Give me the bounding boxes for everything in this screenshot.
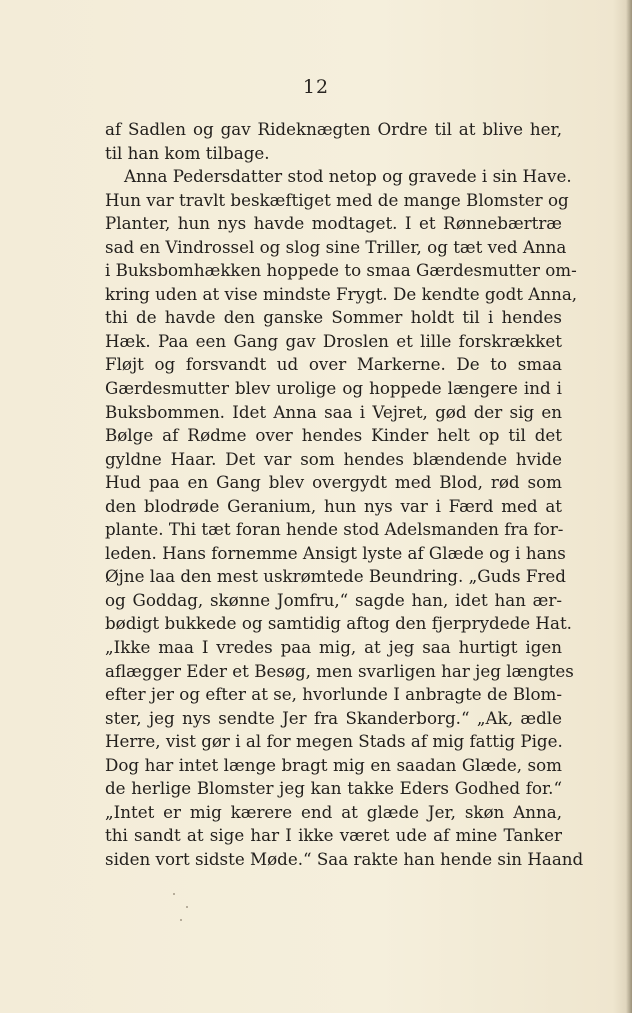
print-speck <box>173 893 175 895</box>
text-line: gyldne Haar. Det var som hendes blændende hvide <box>105 448 562 469</box>
text-line: leden. Hans fornemme Ansigt lyste af Glæde og i hans <box>105 542 566 563</box>
text-line: af Sadlen og gav Rideknægten Ordre til at blive her, <box>105 119 562 139</box>
body-text <box>105 118 584 872</box>
text-line: Anna Pedersdatter stod netop og gravede i sin Have. <box>124 166 572 187</box>
text-line: ster, jeg nys sendte Jer fra Skanderborg.“ „Ak, ædle <box>105 707 562 728</box>
text-line: efter jer og efter at se, hvorlunde I anbragte de Blom- <box>105 684 562 705</box>
text-line: i Buksbomhækken hoppede to smaa Gærdesmutter om- <box>105 260 577 281</box>
page-edge-shadow <box>626 0 632 1013</box>
print-speck <box>180 919 182 921</box>
text-line: de herlige Blomster jeg kan takke Eders Godhed for.“ <box>105 778 562 799</box>
text-line: Dog har intet længe bragt mig en saadan Glæde, som <box>105 754 562 775</box>
text-line: Herre, vist gør i al for megen Stads af mig fattig Pige. <box>105 731 563 752</box>
text-line: kring uden at vise mindste Frygt. De kendte godt Anna, <box>105 283 578 304</box>
text-line: Planter, hun nys havde modtaget. I et Rønnebærtræ <box>105 213 562 234</box>
text-line: bødigt bukkede og samtidig aftog den fjerprydede Hat. <box>105 613 572 634</box>
text-line: til han kom tilbage. <box>105 142 270 163</box>
text-line: siden vort sidste Møde.“ Saa rakte han hende sin Haand <box>105 848 584 869</box>
text-line: plante. Thi tæt foran hende stod Adelsmanden fra for- <box>105 519 564 540</box>
page-number: 12 <box>302 76 330 98</box>
text-line: Hud paa en Gang blev overgydt med Blod, rød som <box>105 472 562 493</box>
text-line: thi de havde den ganske Sommer holdt til i hendes <box>105 307 562 328</box>
text-line: Gærdesmutter blev urolige og hoppede længere ind i <box>105 378 562 399</box>
text-line: „Intet er mig kærere end at glæde Jer, skøn Anna, <box>105 801 562 822</box>
text-line: Øjne laa den mest uskrømtede Beundring. „Guds Fred <box>105 566 566 587</box>
text-line: Bølge af Rødme over hendes Kinder helt op til det <box>105 425 562 446</box>
text-line: aflægger Eder et Besøg, men svarligen har jeg længtes <box>105 660 574 681</box>
text-line: thi sandt at sige har I ikke været ude af mine Tanker <box>105 825 562 846</box>
text-line: Fløjt og forsvandt ud over Markerne. De to smaa <box>105 354 562 375</box>
text-line: den blodrøde Geranium, hun nys var i Færd med at <box>105 495 562 516</box>
text-line: Buksbommen. Idet Anna saa i Vejret, gød der sig en <box>105 401 562 422</box>
print-speck <box>186 906 188 908</box>
text-line: sad en Vindrossel og slog sine Triller, og tæt ved Anna <box>105 236 567 257</box>
text-line: og Goddag, skønne Jomfru,“ sagde han, idet han ær- <box>105 589 562 610</box>
text-line: Hun var travlt beskæftiget med de mange Blomster og <box>105 189 569 210</box>
text-line: „Ikke maa I vredes paa mig, at jeg saa hurtigt igen <box>105 637 562 658</box>
text-line: Hæk. Paa een Gang gav Droslen et lille forskrækket <box>105 330 562 351</box>
